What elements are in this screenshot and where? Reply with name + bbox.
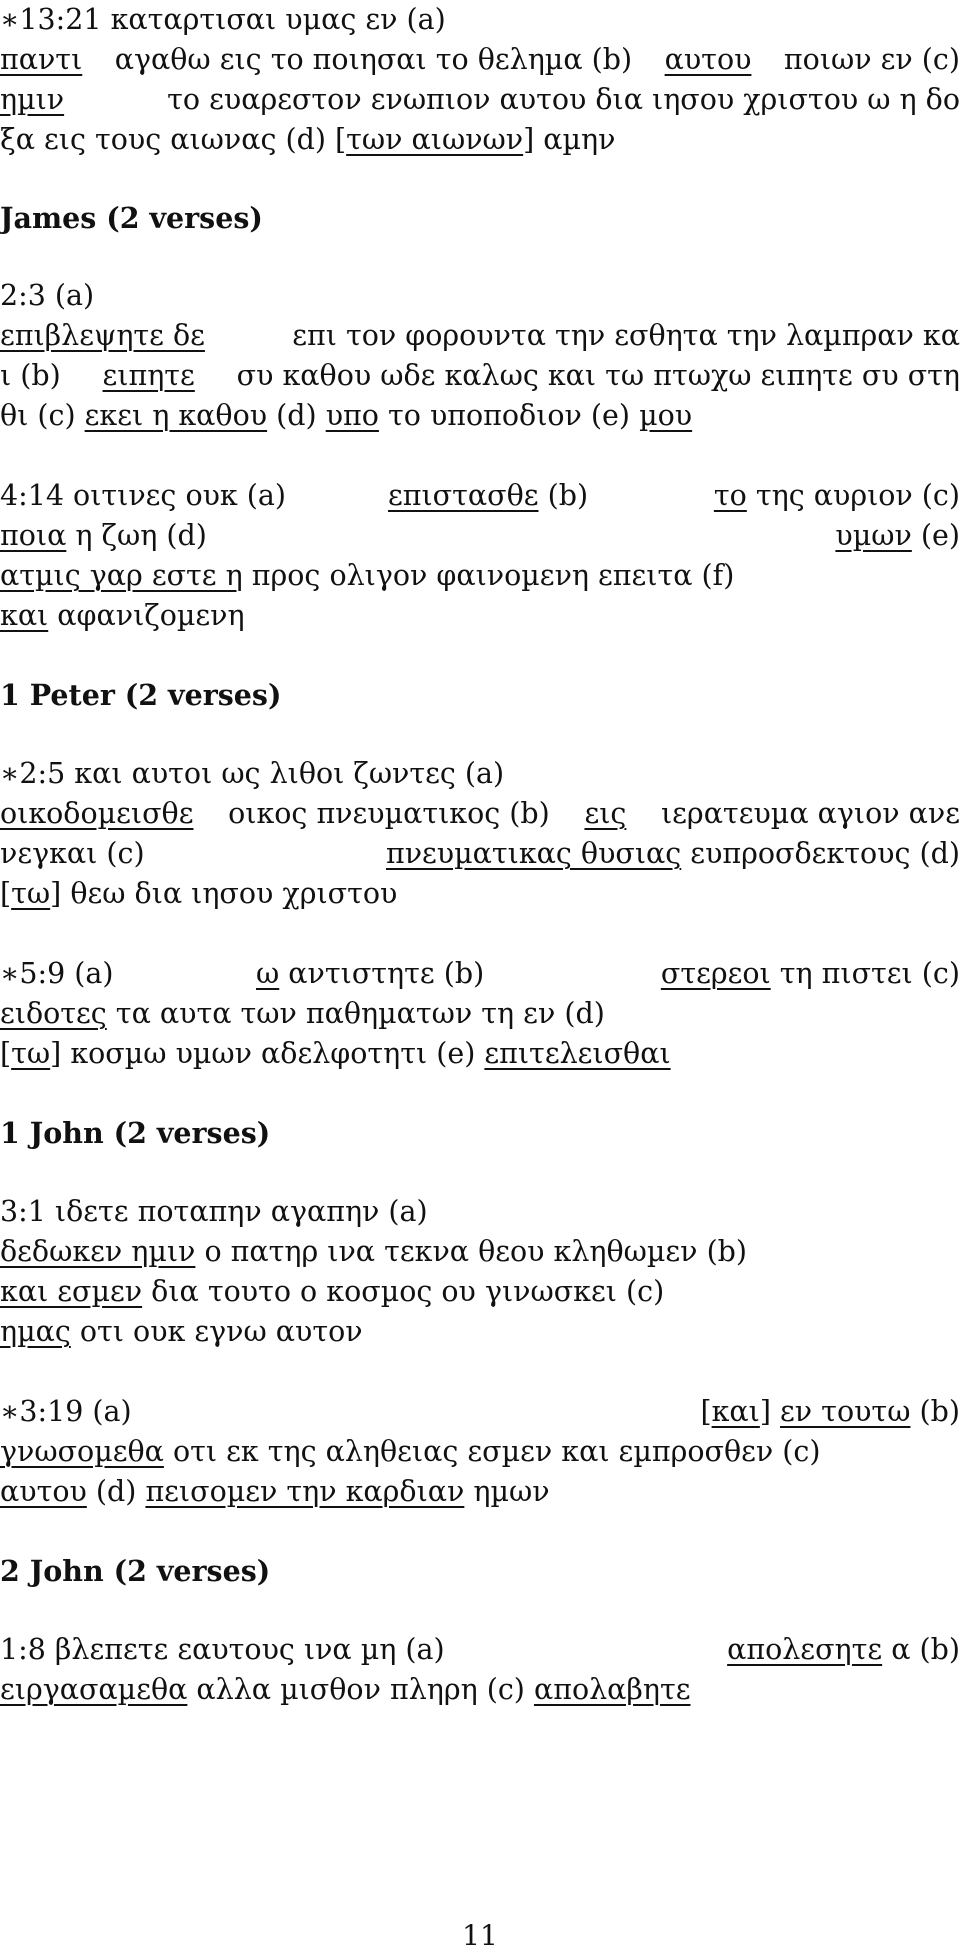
verse-text: οτι εκ της αληθειας εσµεν και εµπροσθεν (c) (163, 1435, 821, 1468)
verse-text: ξα εις τους αιωνας (d) [ (0, 123, 347, 156)
verse-line (0, 874, 960, 914)
variant-underlined: πεισοµεν την καρδιαν (145, 1475, 465, 1508)
verse-line (0, 356, 960, 396)
verse-text: ιερατευµα αγιον ανε (651, 797, 960, 830)
verse-text: το υποποδιον (e) (378, 399, 640, 432)
variant-underlined: αυτου (0, 1475, 87, 1508)
verse-text: (e) (911, 519, 960, 552)
variant-underlined: ηµας (0, 1315, 71, 1348)
variant-underlined: επιτελεισθαι (484, 1037, 671, 1070)
section-heading-1-peter: 1 Peter (2 verses) (0, 678, 282, 712)
verse-text: τη πιστει (c) (770, 957, 960, 990)
verse-text: (d) (267, 399, 326, 432)
verse-text: ∗3:19 (a) (0, 1395, 132, 1428)
verse-line (0, 1312, 960, 1352)
verse-text: αγαθω εις το ποιησαι το θεληµα (b) (105, 43, 642, 76)
verse-text: (d) (86, 1475, 146, 1508)
verse-line (0, 1472, 960, 1512)
variant-underlined: τω (11, 877, 51, 910)
variant-underlined: παντι (0, 43, 83, 76)
verse-text: το ευαρεστον ενωπιον αυτου δια ιησου χριστου ω η δο (158, 83, 960, 116)
verse-text: οικος πνευµατικος (b) (219, 797, 559, 830)
verse-text: συ καθου ωδε καλως και τω πτωχω ειπητε συ στη (227, 359, 960, 392)
verse-text: 2:3 (a) (0, 279, 95, 312)
verse-text: ι (b) (0, 359, 70, 392)
verse-line (0, 1392, 960, 1432)
verse-line (0, 40, 960, 80)
verse-line (0, 794, 960, 834)
verse-text: τα αυτα των παθηµατων τη εν (d) (106, 997, 605, 1030)
section-heading-1-john: 1 John (2 verses) (0, 1116, 271, 1150)
variant-underlined: υµων (835, 519, 912, 552)
verse-text: 3:1 ιδετε ποταπην αγαπην (a) (0, 1195, 428, 1228)
variant-underlined: ποια (0, 519, 67, 552)
variant-underlined: ηµιν (0, 83, 65, 116)
variant-underlined: τω (11, 1037, 51, 1070)
variant-underlined: το (713, 479, 747, 512)
verse-text: 4:14 οιτινες ουκ (a) (0, 479, 287, 512)
verse-text: [ (0, 1037, 12, 1070)
verse-line (0, 754, 960, 794)
page-number: 11 (462, 1919, 498, 1952)
variant-underlined: στερεοι (660, 957, 771, 990)
verse-line (0, 556, 960, 596)
variant-underlined: επιστασθε (388, 479, 539, 512)
variant-underlined: γνωσοµεθα (0, 1435, 164, 1468)
verse-line (0, 516, 960, 556)
verse-text: αλλα µισθον πληρη (c) (187, 1673, 534, 1706)
verse-text: ∗2:5 και αυτοι ως λιθοι ζωντες (a) (0, 757, 505, 790)
verse-text: (b) (538, 479, 589, 512)
verse-text: αφανιζοµενη (48, 599, 245, 632)
variant-underlined: εν τουτω (780, 1395, 911, 1428)
variant-underlined: και (711, 1395, 760, 1428)
verse-text: επι τον φορουντα την εσθητα την λαµπραν κα (283, 319, 960, 352)
verse-text: ποιων εν (c) (774, 43, 960, 76)
variant-underlined: απολεσητε (727, 1633, 883, 1666)
verse-line (0, 1630, 960, 1670)
variant-underlined: αυτου (664, 43, 752, 76)
verse-line (0, 1192, 960, 1232)
verse-line (0, 1272, 960, 1312)
verse-line (0, 1432, 960, 1472)
variant-underlined: οικοδοµεισθε (0, 797, 194, 830)
verse-line (0, 834, 960, 874)
verse-text: ] (759, 1395, 781, 1428)
verse-line (0, 0, 960, 40)
verse-line (0, 276, 960, 316)
verse-text: η ζωη (d) (66, 519, 207, 552)
verse-text: της αυριον (c) (746, 479, 960, 512)
verse-text: ] θεω δια ιησου χριστου (50, 877, 398, 910)
variant-underlined: πνευµατικας θυσιας (385, 837, 682, 870)
variant-underlined: και εσµεν (0, 1275, 143, 1308)
variant-underlined: υπο (325, 399, 379, 432)
verse-line (0, 1670, 960, 1710)
verse-text: [ (0, 877, 12, 910)
verse-line (0, 1034, 960, 1074)
verse-line (0, 596, 960, 636)
verse-text: νεγκαι (c) (0, 837, 145, 870)
verse-text: ηµων (464, 1475, 550, 1508)
verse-text: ∗13:21 καταρτισαι υμας εν (a) (0, 3, 446, 36)
verse-line (0, 954, 960, 994)
verse-text: [ (700, 1395, 712, 1428)
verse-text: δια τουτο ο κοσµος ου γινωσκει (c) (142, 1275, 665, 1308)
verse-line (0, 120, 960, 160)
verse-text: ευπροσδεκτους (d) (681, 837, 960, 870)
variant-underlined: ειπητε (102, 359, 195, 392)
verse-line (0, 396, 960, 436)
verse-text: ] αµην (523, 123, 616, 156)
verse-line (0, 476, 960, 516)
variant-underlined: επιβλεψητε δε (0, 319, 205, 352)
verse-text: (b) (910, 1395, 960, 1428)
variant-underlined: εκει η καθου (84, 399, 268, 432)
verse-text: α (b) (882, 1633, 960, 1666)
verse-text: οτι ουκ εγνω αυτον (70, 1315, 363, 1348)
variant-underlined: δεδωκεν ηµιν (0, 1235, 196, 1268)
variant-underlined: µου (639, 399, 693, 432)
variant-underlined: και (0, 599, 49, 632)
verse-line (0, 316, 960, 356)
variant-underlined: ω (256, 957, 280, 990)
variant-underlined: ατµις γαρ εστε η (0, 559, 243, 592)
verse-text: ∗5:9 (a) (0, 957, 114, 990)
verse-line (0, 1232, 960, 1272)
section-heading-2-john: 2 John (2 verses) (0, 1554, 271, 1588)
verse-line (0, 80, 960, 120)
section-heading-james: James (2 verses) (0, 201, 263, 235)
verse-text: ο πατηρ ινα τεκνα θεου κληθωµεν (b) (195, 1235, 748, 1268)
verse-line (0, 994, 960, 1034)
verse-text: ] κοσµω υµων αδελφοτητι (e) (50, 1037, 485, 1070)
verse-text: θι (c) (0, 399, 85, 432)
variant-underlined: ειργασαµεθα (0, 1673, 188, 1706)
variant-underlined: ειδοτες (0, 997, 107, 1030)
variant-underlined: απολαβητε (533, 1673, 691, 1706)
verse-text: αντιστητε (b) (279, 957, 485, 990)
variant-underlined: εις (584, 797, 627, 830)
verse-text: 1:8 βλεπετε εαυτους ινα µη (a) (0, 1633, 445, 1666)
verse-text: προς ολιγον φαινοµενη επειτα (f) (242, 559, 735, 592)
variant-underlined: των αιωνων (346, 123, 524, 156)
